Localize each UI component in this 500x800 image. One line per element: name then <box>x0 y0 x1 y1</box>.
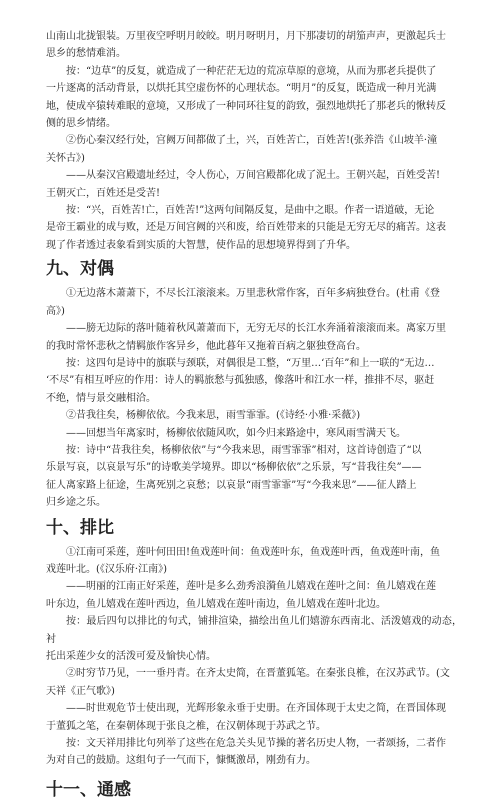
text-line: 按：诗中“昔我往矣，杨柳依依”与“今我来思，雨雪霏霏”相对，这首诗创造了“以 <box>66 444 422 456</box>
text-line: 侧的思乡情绪。 <box>46 118 116 130</box>
document-page <box>46 28 462 800</box>
text-line: 山南山北拢银装。万里夜空呼明月皎皎。明月呀明月，月下那凄切的胡笳声声，更激起兵士 <box>46 31 446 42</box>
text-line: ②时穷节乃见，一一垂丹青。在齐太史简，在晋董狐笔。在秦张良椎，在汉苏武节。(文 <box>66 668 450 680</box>
text-line: 现了作者透过表象看到实质的大智慧，使作品的思想境界得到了升华。 <box>46 239 356 251</box>
text-line: 天祥《正气歌》) <box>46 685 115 697</box>
section-heading-paibi: 十、排比 <box>46 517 114 538</box>
text-line: ——从秦汉宫殿遗址经过，令人伤心，万间宫殿都化成了泥土。王朝兴起，百姓受苦! <box>66 170 441 182</box>
text-line: 为对自己的鼓励。这组句子一气而下，慷慨激昂，刚劲有力。 <box>46 755 316 767</box>
text-line: 乐景写哀，以哀景写乐”的诗歌美学境界。即以“杨柳依依”之乐景，写“昔我往矣”—— <box>46 462 422 474</box>
text-line: 托出采莲少女的活泼可爱及愉快心情。 <box>46 651 216 662</box>
text-line: ‘不尽”有相互呼应的作用：诗人的羁旅愁与孤独感，像落叶和江水一样，推排不尽，驱赶 <box>46 375 435 387</box>
text-line: 思乡的愁情难消。 <box>46 48 126 60</box>
text-line: ——明丽的江南正好采莲，莲叶是多么劲秀浪漪鱼儿嬉戏在莲叶之间：鱼儿嬉戏在莲 <box>66 581 436 593</box>
text-line: ——膀无边际的落叶随着秋风萧萧而下，无穷无尽的长江水奔涌着滚滚而来。离家万里 <box>66 323 446 335</box>
text-line: 地，使成卒猿转难眠的意境，又形成了一种同环往复的韵致，强烈地烘托了那老兵的愀转反 <box>46 100 446 112</box>
text-line: 按：“边草”的反复，就造成了一种茫茫无边的荒凉草原的意境，从而为那老兵提供了 <box>66 65 437 77</box>
text-line: 归乡途之乐。 <box>46 497 106 509</box>
text-line: 是帝王霸业的成与败，还是万间宫阙的兴和废，给百姓带来的只能是无穷无尽的痛苦。这表 <box>46 222 446 234</box>
text-line: 按：文天祥用排比句列举了这些在危急关头见节操的著名历史人物，一者颂扬，二者作 <box>66 738 446 750</box>
text-line: 关怀古》) <box>46 152 85 164</box>
text-line: 王朝灭亡，百姓还是受苦! <box>46 187 161 199</box>
text-line: 的我时常怀悲秋之情羁旅作客异乡，他此暮年又拖着百病之躯独登高台。 <box>46 340 366 352</box>
text-line: 于董狐之笔，在秦朝体现于张良之椎，在汉朝体现于苏武之节。 <box>46 720 326 732</box>
text-line: ——回想当年离家时，杨柳依依随风吹，如今归来路途中，寒风雨雪满天飞。 <box>66 427 406 439</box>
text-line: 按：最后四句以排比的句式，铺排渲染，描绘出鱼儿们嬉游东西南北、活泼嬉戏的动态，衬 <box>46 616 462 645</box>
text-line: 戏莲叶北。(《汉乐府·江南》) <box>46 563 167 575</box>
text-line: 叶东边，鱼儿嬉戏在莲叶西边，鱼儿嬉戏在莲叶南边，鱼儿嬉戏在莲叶北边。 <box>46 598 386 610</box>
text-line: 按：这四句是诗中的旗联与颈联，对偶很是工整，“万里…‘百年”和上一联的“无边… <box>66 357 435 369</box>
text-line: 按：“兴，百姓苦!亡，百姓苦!”这两句间隔反复，是曲中之眼。作者一语道破，无论 <box>66 205 435 217</box>
section-heading-tonggan: 十一、通感 <box>46 779 131 800</box>
text-line: ②伤心秦汉经行处，宫阙万间都做了土，兴，百姓苦亡，百姓苦!(张养浩《山坡羊·潼 <box>66 135 438 147</box>
text-line: ①无边落木萧萧下，不尽长江滚滚来。万里悲秋常作客，百年多病独登台。(杜甫《登 <box>66 288 440 300</box>
text-line: 一片逐离的活动背景，以烘托其空虚伤怀的心理状态。“明月”的反复，既造成一种月光满 <box>46 83 437 95</box>
text-line: ①江南可采莲，莲叶何田田!鱼戏莲叶间：鱼戏莲叶东，鱼戏莲叶西，鱼戏莲叶南，鱼 <box>66 546 441 558</box>
text-line: ——时世观危节士使出现，光辉形象永垂于史册。在齐国体现于太史之简，在晋国体现 <box>66 703 446 715</box>
text-line: ②昔我往矣，杨柳依依。今我来思，雨雪霏霏。(《诗经·小雅·采薇》) <box>66 410 361 422</box>
text-line: 不绝，情与景交融相洽。 <box>46 392 156 404</box>
section-heading-duiou: 九、对偶 <box>46 259 114 280</box>
text-line: 高》) <box>46 305 65 317</box>
text-line: 征人离家路上征途，生离死别之哀愁；以哀景“雨雪霏霏”写“今我来思”——征人踏上 <box>46 479 417 491</box>
